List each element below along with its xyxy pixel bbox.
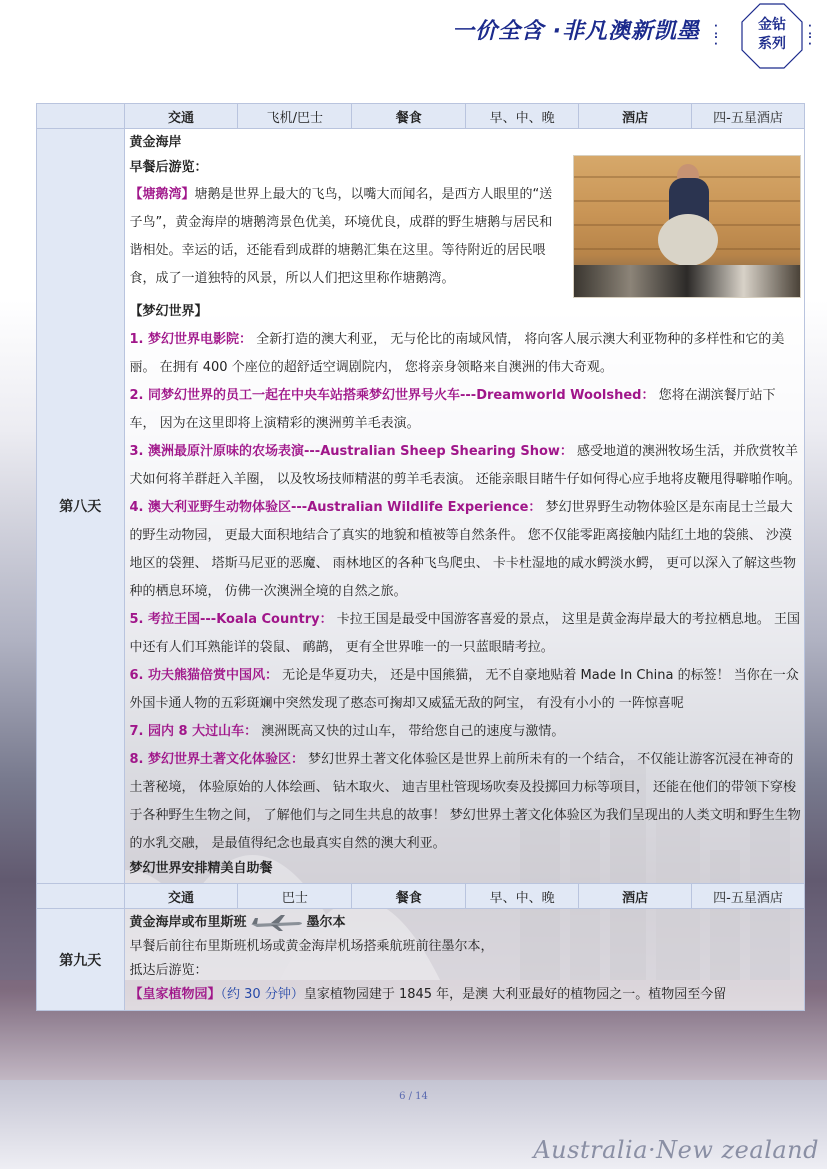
dreamworld-item	[130, 606, 802, 662]
dreamworld-item-head: 2. 同梦幻世界的员工一起在中央车站搭乘梦幻世界号火车---Dreamworld Woolshed：	[129, 388, 655, 403]
meals-value: 早、中、晚	[466, 104, 579, 129]
day8-intro: 早餐后游览：	[129, 160, 208, 175]
dreamworld-item	[130, 382, 802, 438]
dreamworld-item-text: 全新打造的澳大利亚， 无与伦比的南域风情， 将向客人展示澳大利亚物种的多样性和它的美丽。 在拥有 400 个座位的超舒适空调剧院内， 您将亲身领略来自澳洲的伟大奇观。	[129, 332, 785, 375]
day8-row	[37, 129, 805, 884]
meals-label: 餐食	[352, 104, 466, 129]
day9-title	[130, 911, 802, 935]
badge-line-1: 金钻	[758, 17, 786, 33]
dreamworld-item-text: 感受地道的澳洲牧场生活，并欣赏牧羊犬如何将羊群赶入羊圈， 以及牧场技师精湛的剪羊毛表演。 还能亲眼目睹牛仔如何得心应手地将皮鞭甩得噼啪作响。	[129, 444, 801, 487]
meals-label: 餐食	[352, 884, 466, 909]
day8-label: 第八天	[37, 129, 125, 884]
day8-title: 黄金海岸	[129, 135, 182, 150]
bar-blank-cell	[37, 104, 125, 129]
day9-line-2: 抵达后游览：	[129, 963, 208, 978]
transport-value: 飞机/巴士	[238, 104, 352, 129]
dreamworld-item-text: 澳洲既高又快的过山车， 带给您自己的速度与激情。	[257, 724, 565, 739]
meal-note: 梦幻世界安排精美自助餐	[129, 861, 273, 876]
dreamworld-item	[130, 438, 802, 494]
transport-value: 巴士	[238, 884, 352, 909]
dreamworld-items	[130, 326, 802, 858]
dreamworld-heading: 【梦幻世界】	[129, 304, 208, 319]
footer-brand: Australia·New zealand	[533, 1136, 819, 1164]
itinerary-table	[36, 103, 805, 1011]
dreamworld-item	[130, 494, 802, 606]
series-badge	[714, 2, 812, 70]
hotel-label: 酒店	[579, 104, 692, 129]
day9-content	[124, 909, 805, 1011]
dreamworld-item-head: 1. 梦幻世界电影院：	[129, 332, 253, 347]
page-title: 一价全含 ·非凡澳新凯墨	[451, 19, 700, 44]
day9-row	[37, 909, 805, 1011]
day9-label: 第九天	[37, 909, 125, 1011]
garden-paragraph	[130, 983, 802, 1007]
photo-sheep-shearing	[573, 155, 801, 298]
meals-value: 早、中、晚	[466, 884, 579, 909]
bay-name: 【塘鹅湾】	[129, 187, 195, 202]
badge-dots-left-icon: · : ·	[714, 21, 718, 50]
day9-to: 墨尔本	[306, 915, 346, 930]
garden-text: 皇家植物园建于 1845 年，是澳 大利亚最好的植物园之一。植物园至今留	[303, 987, 727, 1002]
hotel-label: 酒店	[579, 884, 692, 909]
airplane-icon	[249, 914, 305, 932]
bay-text: 塘鹅是世界上最大的飞鸟，以嘴大而闻名，是西方人眼里的“送子鸟”，黄金海岸的塘鹅湾景色优美，环境优良，成群的野生塘鹅与居民和谐相处。幸运的话，还能看到成群的塘鹅汇集在这里。等待附近的居民喂食，成了一道独特的风景，所以人们把这里称作塘鹅湾。	[129, 187, 553, 286]
bar-blank-cell	[37, 884, 125, 909]
badge-dots-right-icon: · : ·	[808, 21, 812, 50]
dreamworld-item	[130, 746, 802, 858]
dreamworld-item-text: 无论是华夏功夫， 还是中国熊猫， 无不自豪地贴着 Made In China 的标签！ 当你在一众外国卡通人物的五彩斑斓中突然发现了憨态可掬却又威猛无敌的阿宝， 有没有小小的 一阵惊喜呢	[129, 668, 799, 711]
dreamworld-item	[130, 326, 802, 382]
hotel-value: 四-五星酒店	[692, 884, 805, 909]
info-bar-day9	[37, 884, 805, 909]
day9-line-1: 早餐后前往布里斯班机场或黄金海岸机场搭乘航班前往墨尔本，	[129, 939, 494, 954]
dreamworld-item-head: 7. 园内 8 大过山车：	[129, 724, 258, 739]
garden-name: 【皇家植物园】	[129, 987, 221, 1002]
badge-line-2: 系列	[758, 36, 786, 52]
garden-time: （约 30 分钟）	[220, 987, 304, 1002]
dreamworld-item-text: 梦幻世界野生动物体验区是东南昆士兰最大的野生动物园， 更最大面积地结合了真实的地貌和植被等自然条件。 您不仅能零距离接触内陆红土地的袋熊、 沙漠地区的袋狸、 塔斯马尼亚的恶魔、 雨林地区的各种飞鸟爬虫、 卡卡杜湿地的咸水鳄淡水鳄， 更可以深入了解这些物种的栖息环境， 仿佛一次澳洲全境的自然之旅。	[129, 500, 797, 599]
transport-label: 交通	[124, 104, 238, 129]
transport-label: 交通	[124, 884, 238, 909]
info-bar-day8	[37, 104, 805, 129]
dreamworld-item-text: 卡拉王国是最受中国游客喜爱的景点， 这里是黄金海岸最大的考拉栖息地。 王国中还有人们耳熟能详的袋鼠、 鸸鹋， 更有全世界唯一的一只蓝眼睛考拉。	[129, 612, 800, 655]
hotel-value: 四-五星酒店	[692, 104, 805, 129]
dreamworld-item-text: 梦幻世界土著文化体验区是世界上前所未有的一个结合， 不仅能让游客沉浸在神奇的土著秘境， 体验原始的人体绘画、 钻木取火、 迪吉里杜管现场吹奏及投掷回力标等项目， 还能在他们的带领下穿梭于各种野生生物之间， 了解他们与之同生共息的故事！ 梦幻世界土著文化体验区为我们呈现出的人类文明和野生生物的水乳交融， 是最值得纪念也最真实自然的澳大利亚。	[129, 752, 801, 851]
dreamworld-item	[130, 718, 802, 746]
day8-content	[124, 129, 805, 884]
dreamworld-item-head: 6. 功夫熊猫倍赏中国风：	[129, 668, 279, 683]
page-number: 6 / 14	[399, 1091, 428, 1102]
dreamworld-item-head: 5. 考拉王国---Koala Country：	[129, 612, 333, 627]
dreamworld-item	[130, 662, 802, 718]
day9-from: 黄金海岸或布里斯班	[129, 915, 247, 930]
dreamworld-item-head: 3. 澳洲最原汁原味的农场表演---Australian Sheep Shearing Show：	[129, 444, 573, 459]
dreamworld-item-head: 4. 澳大利亚野生动物体验区---Australian Wildlife Experience：	[129, 500, 542, 515]
dreamworld-item-head: 8. 梦幻世界土著文化体验区：	[129, 752, 305, 767]
dreamworld-item-text: 您将在湖滨餐厅站下车， 因为在这里即将上演精彩的澳洲剪羊毛表演。	[129, 388, 776, 431]
